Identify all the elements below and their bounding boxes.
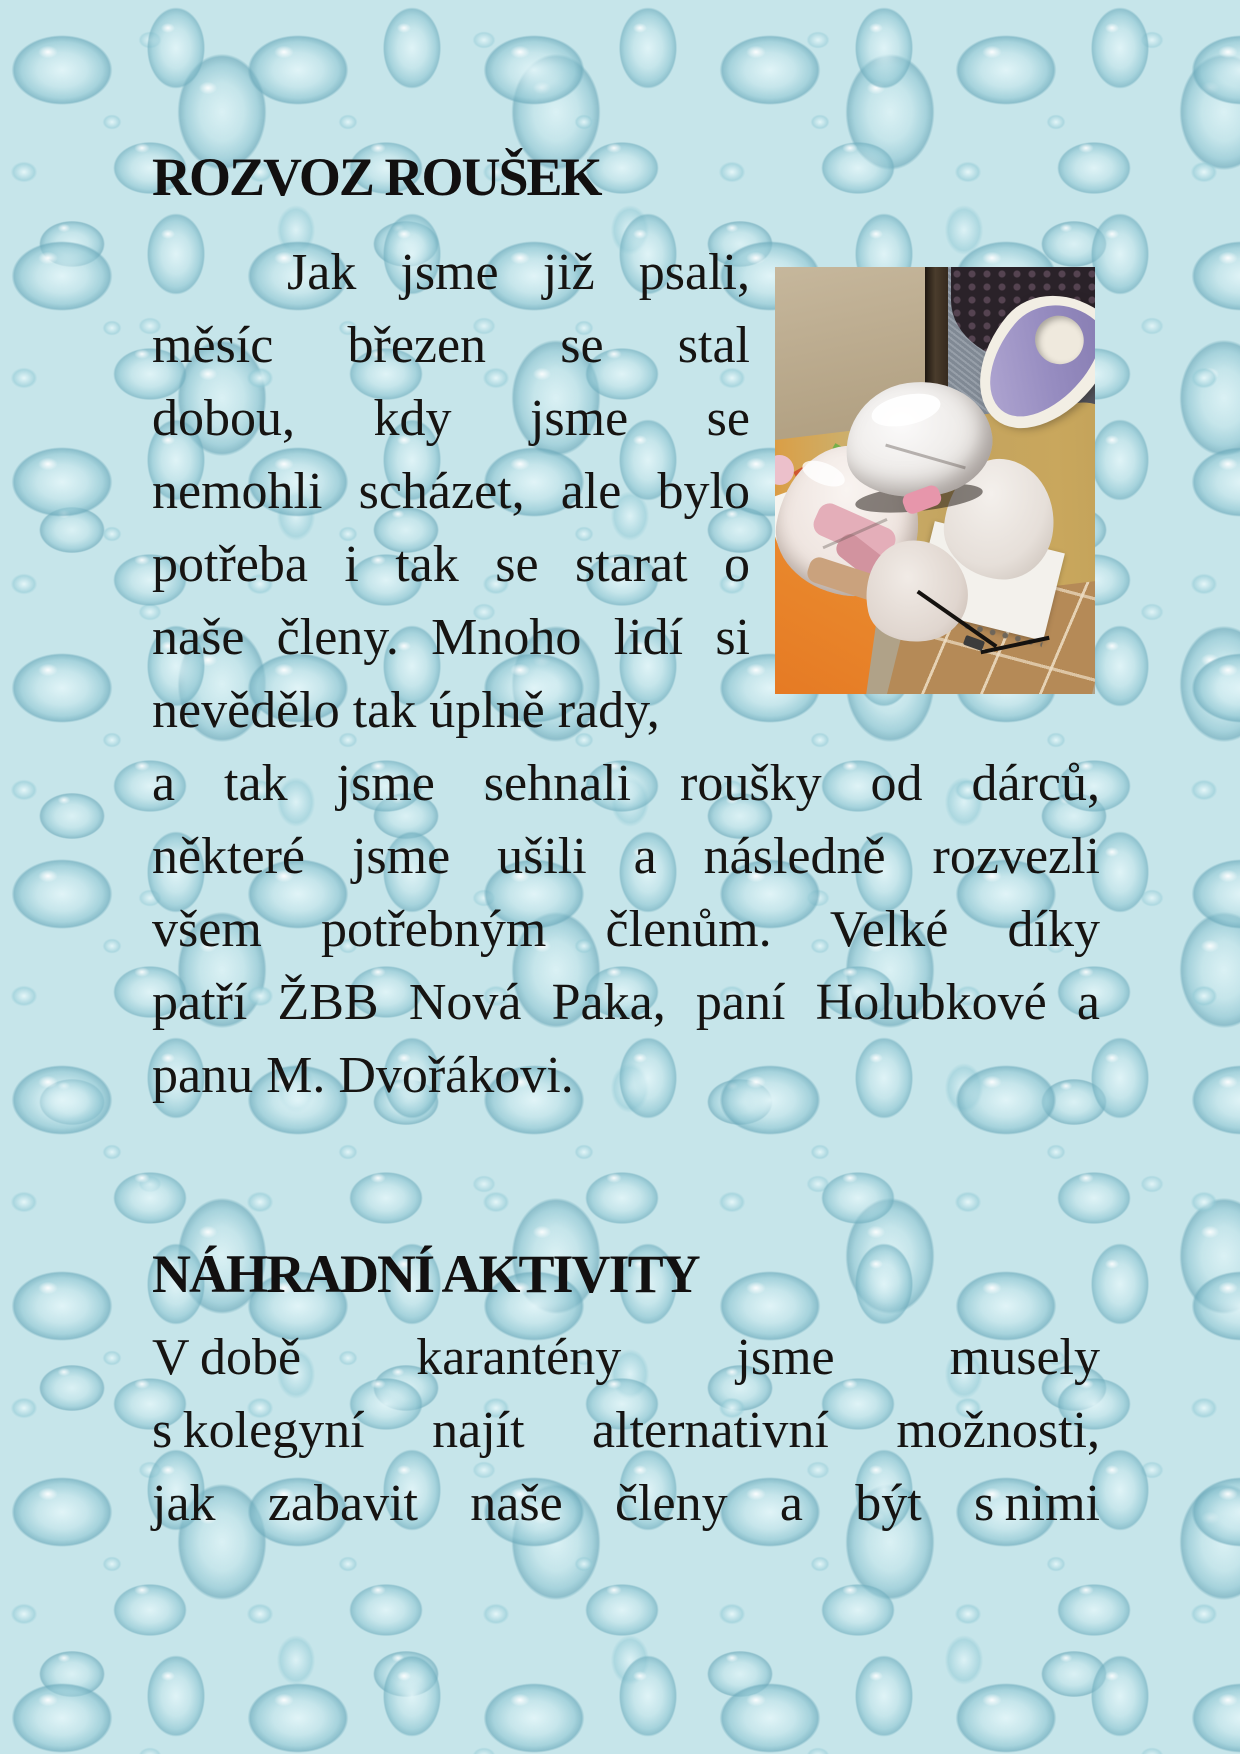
text-line: panu M. Dvořákovi. <box>152 1047 574 1104</box>
text-line: všem potřebným členům. Velké díky <box>152 901 1100 958</box>
photo-masks-ironing-board <box>775 267 1095 694</box>
text-line: a tak jsme sehnali roušky od dárců, <box>152 755 1100 812</box>
text-line: některé jsme ušili a následně rozvezli <box>152 828 1100 885</box>
text-line: měsíc březen se stal <box>152 317 750 374</box>
text-line: dobou, kdy jsme se <box>152 390 750 447</box>
text-line: jak zabavit naše členy a být s nimi <box>152 1475 1100 1532</box>
text-line: patří ŽBB Nová Paka, paní Holubkové a <box>152 974 1100 1031</box>
paragraph-nahradni-aktivity <box>152 1321 1100 1540</box>
text-line: Jak jsme již psali, <box>287 244 750 301</box>
text-line: potřeba i tak se starat o <box>152 536 750 593</box>
section-heading-rozvoz-rousek: ROZVOZ ROUŠEK <box>152 147 601 207</box>
text-line: s kolegyní najít alternativní možnosti, <box>152 1402 1100 1459</box>
text-line: nemohli scházet, ale bylo <box>152 463 750 520</box>
section-heading-nahradni-aktivity: NÁHRADNÍ AKTIVITY <box>152 1244 699 1304</box>
text-line: V době karantény jsme musely <box>152 1329 1100 1386</box>
text-line: nevědělo tak úplně rady, <box>152 682 660 739</box>
text-line: naše členy. Mnoho lidí si <box>152 609 750 666</box>
